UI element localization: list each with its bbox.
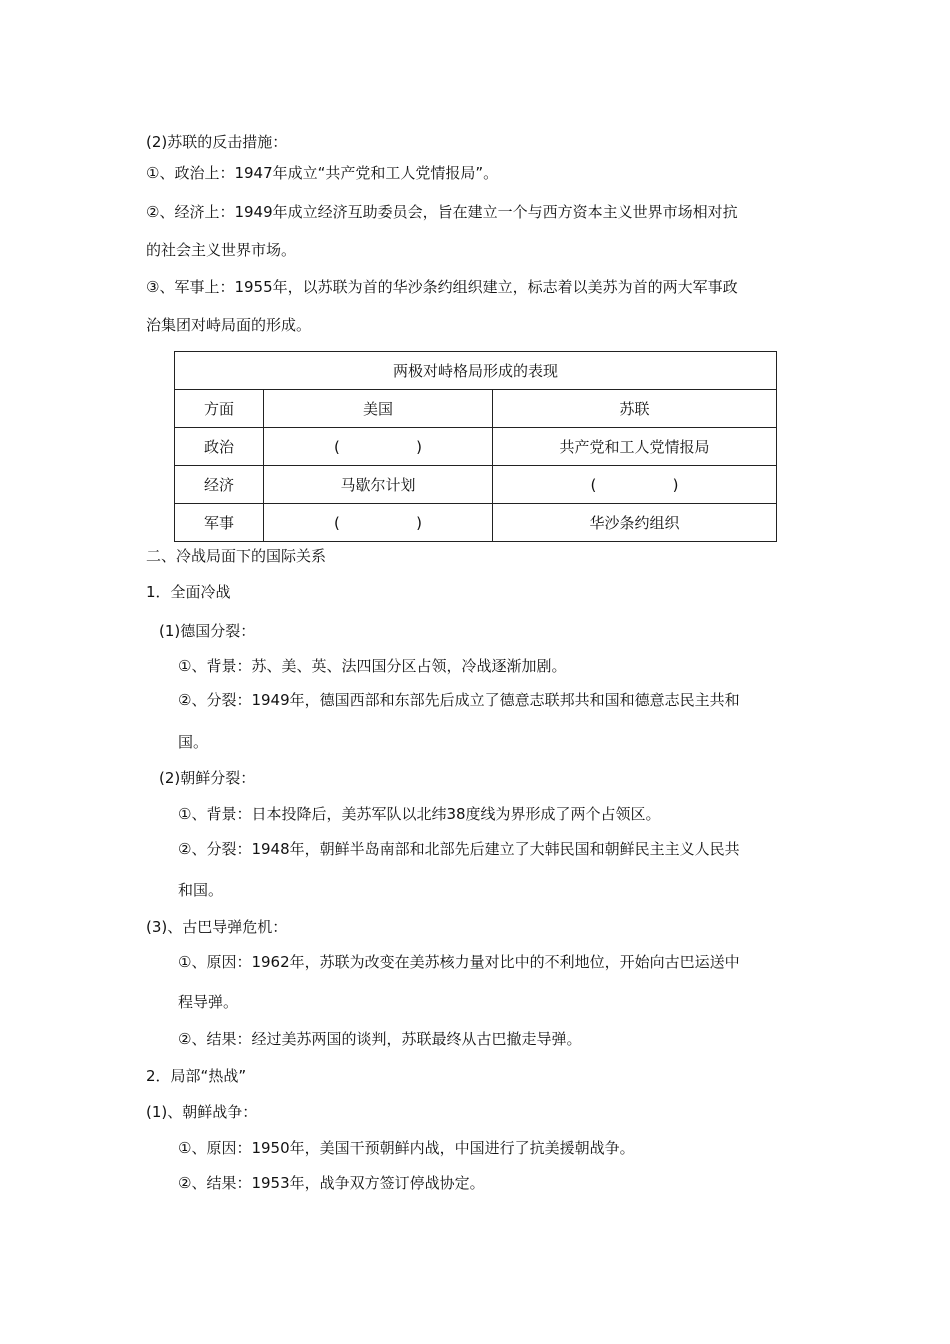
- cell-aspect: 经济: [175, 466, 264, 504]
- paragraph-military: ③、军事上：1955年，以苏联为首的华沙条约组织建立，标志着以美苏为首的两大军事政: [146, 278, 738, 296]
- paragraph: ①、原因：1950年，美国干预朝鲜内战，中国进行了抗美援朝战争。: [178, 1139, 635, 1157]
- cell-aspect: 政治: [175, 428, 264, 466]
- cell-usa-blank: ( ): [264, 428, 493, 466]
- item-heading: (3)、古巴导弹危机：: [146, 918, 288, 936]
- table-title: 两极对峙格局形成的表现: [175, 352, 777, 390]
- header-usa: 美国: [264, 390, 493, 428]
- cell-ussr: 华沙条约组织: [493, 504, 777, 542]
- paragraph: ②、结果：1953年，战争双方签订停战协定。: [178, 1174, 485, 1192]
- paragraph-military-cont: 治集团对峙局面的形成。: [146, 316, 312, 334]
- paragraph: ②、结果：经过美苏两国的谈判，苏联最终从古巴撤走导弹。: [178, 1030, 582, 1048]
- paragraph: ①、原因：1962年，苏联为改变在美苏核力量对比中的不利地位，开始向古巴运送中: [178, 953, 740, 971]
- section-heading: 二、冷战局面下的国际关系: [146, 547, 327, 565]
- bipolar-pattern-table: [174, 351, 777, 542]
- paragraph: ②、分裂：1948年，朝鲜半岛南部和北部先后建立了大韩民国和朝鲜民主主义人民共: [178, 840, 740, 858]
- subsection-heading: 2．局部“热战”: [146, 1067, 247, 1085]
- cell-aspect: 军事: [175, 504, 264, 542]
- table-row-economic: [175, 466, 777, 504]
- header-ussr: 苏联: [493, 390, 777, 428]
- subheading-ussr-countermeasures: (2)苏联的反击措施：: [146, 133, 288, 151]
- cell-usa: 马歇尔计划: [264, 466, 493, 504]
- paragraph: ①、背景：日本投降后，美苏军队以北纬38度线为界形成了两个占领区。: [178, 805, 661, 823]
- table-row-military: [175, 504, 777, 542]
- cell-ussr: 共产党和工人党情报局: [493, 428, 777, 466]
- paragraph: ②、分裂：1949年，德国西部和东部先后成立了德意志联邦共和国和德意志民主共和: [178, 691, 740, 709]
- paragraph-cont: 和国。: [178, 881, 224, 899]
- table-header-row: [175, 390, 777, 428]
- paragraph-cont: 国。: [178, 733, 209, 751]
- paragraph-cont: 程导弹。: [178, 993, 239, 1011]
- header-aspect: 方面: [175, 390, 264, 428]
- item-heading: (2)朝鲜分裂：: [159, 769, 256, 787]
- subsection-heading: 1．全面冷战: [146, 583, 231, 601]
- paragraph-political: ①、政治上：1947年成立“共产党和工人党情报局”。: [146, 164, 499, 182]
- paragraph-economic-cont: 的社会主义世界市场。: [146, 241, 297, 259]
- cell-usa-blank: ( ): [264, 504, 493, 542]
- paragraph: ①、背景：苏、美、英、法四国分区占领，冷战逐渐加剧。: [178, 657, 567, 675]
- table-row-political: [175, 428, 777, 466]
- item-heading: (1)、朝鲜战争：: [146, 1103, 258, 1121]
- item-heading: (1)德国分裂：: [159, 622, 256, 640]
- paragraph-economic: ②、经济上：1949年成立经济互助委员会，旨在建立一个与西方资本主义世界市场相对抗: [146, 203, 738, 221]
- cell-ussr-blank: ( ): [493, 466, 777, 504]
